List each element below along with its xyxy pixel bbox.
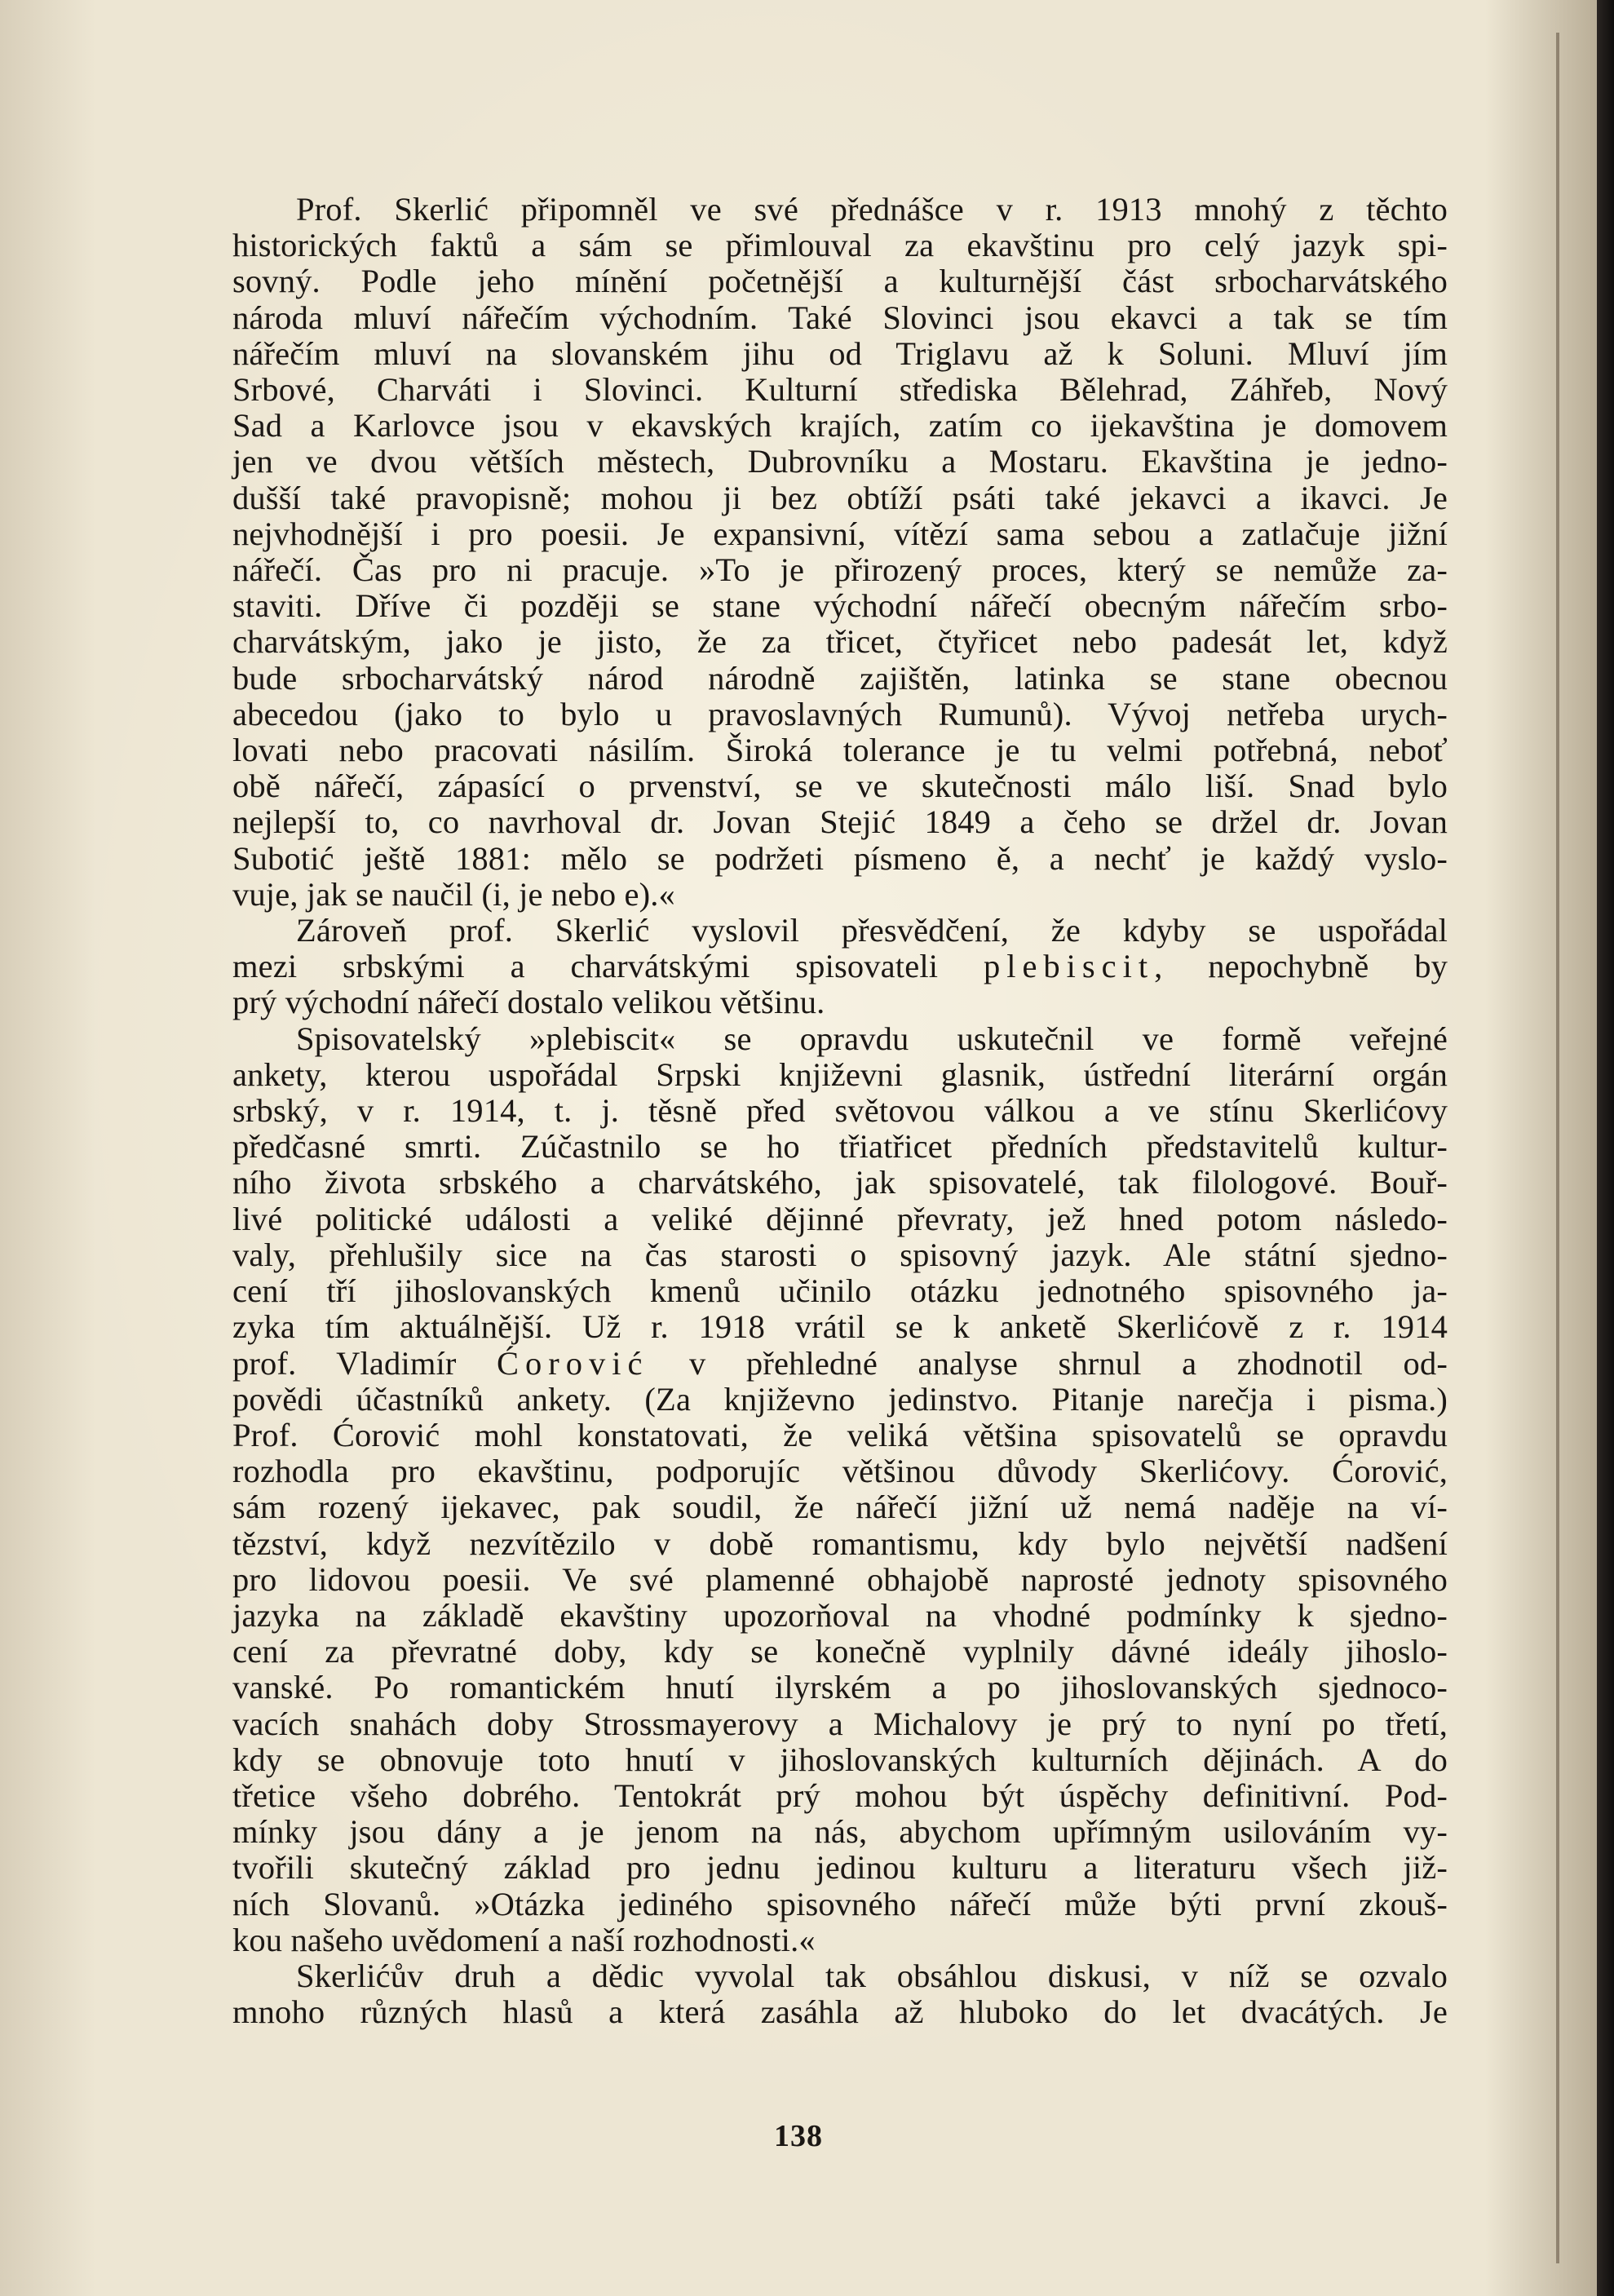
text-line: jen ve dvou větších městech, Dubrovníku a Mostaru. Ekavština je jedno- bbox=[232, 443, 1448, 480]
emphasized-term: Ćorović bbox=[497, 1344, 649, 1382]
text-line: livé politické události a veliké dějinné převraty, jež hned potom následo- bbox=[232, 1200, 1448, 1237]
text-line: abecedou (jako to bylo u pravoslavných Rumunů). Vývoj netřeba urych- bbox=[232, 695, 1448, 732]
text-line: srbský, v r. 1914, t. j. těsně před světovou válkou a ve stínu Skerlićovy bbox=[232, 1092, 1448, 1130]
text-segment: mezi srbskými a charvátskými spisovateli bbox=[232, 948, 984, 985]
text-line: Srbové, Charváti i Slovinci. Kulturní střediska Bělehrad, Záhřeb, Nový bbox=[232, 371, 1448, 409]
text-line: sovný. Podle jeho mínění početnější a kulturnější část srbocharvátského bbox=[232, 263, 1448, 300]
text-line: prý východní nářečí dostalo velikou většinu. bbox=[232, 984, 825, 1021]
text-segment: prof. Vladimír bbox=[232, 1344, 497, 1382]
text-line: dušší také pravopisně; mohou ji bez obtíží psáti také jekavci a ikavci. Je bbox=[232, 479, 1448, 516]
text-line: povědi účastníků ankety. (Za književno jedinstvo. Pitanje narečja i pisma.) bbox=[232, 1380, 1448, 1418]
text-line: nejvhodnější i pro poesii. Je expansivní, vítězí sama sebou a zatlačuje jižní bbox=[232, 515, 1448, 552]
text-line: sám rozený ijekavec, pak soudil, že nářečí jižní už nemá naděje na ví- bbox=[232, 1489, 1448, 1526]
text-line: tvořili skutečný základ pro jednu jedinou kulturu a literaturu všech již- bbox=[232, 1849, 1448, 1887]
text-line: rozhodla pro ekavštinu, podporujíc většinou důvody Skerlićovy. Ćorović, bbox=[232, 1453, 1448, 1490]
text-line: Subotić ještě 1881: mělo se podržeti písmeno ě, a nechť je každý vyslo- bbox=[232, 839, 1448, 877]
text-line: lovati nebo pracovati násilím. Široká tolerance je tu velmi potřebná, neboť bbox=[232, 732, 1448, 769]
text-line: Prof. Ćorović mohl konstatovati, že veliká většina spisovatelů se opravdu bbox=[232, 1416, 1448, 1453]
text-line: kdy se obnovuje toto hnutí v jihoslovanských kulturních dějinách. A do bbox=[232, 1741, 1448, 1778]
text-line: národa mluví nářečím východním. Také Slovinci jsou ekavci a tak se tím bbox=[232, 299, 1448, 336]
text-line bbox=[232, 949, 1448, 984]
text-line: cení tří jihoslovanských kmenů učinilo otázku jednotného spisovného ja- bbox=[232, 1272, 1448, 1310]
text-line: mnoho různých hlasů a která zasáhla až hluboko do let dvacátých. Je bbox=[232, 1993, 1448, 2031]
text-line: valy, přehlušily sice na čas starosti o spisovný jazyk. Ale státní sjedno- bbox=[232, 1236, 1448, 1273]
text-line: Zároveň prof. Skerlić vyslovil přesvědčení, že kdyby se uspořádal bbox=[296, 912, 1448, 949]
binding-shadow bbox=[1556, 33, 1559, 2263]
text-line: mínky jsou dány a je jenom na nás, abychom upřímným usilováním vy- bbox=[232, 1813, 1448, 1851]
text-line: nářečí. Čas pro ni pracuje. »To je přirozený proces, který se nemůže za- bbox=[232, 551, 1448, 589]
text-line: vacích snahách doby Strossmayerovy a Michalovy je prý to nyní po třetí, bbox=[232, 1705, 1448, 1742]
text-line: Prof. Skerlić připomněl ve své přednášce v r. 1913 mnohý z těchto bbox=[296, 191, 1448, 228]
text-line: tězství, když nezvítězilo v době romantismu, kdy bylo největší nadšení bbox=[232, 1524, 1448, 1562]
text-line: nejlepší to, co navrhoval dr. Jovan Stejić 1849 a čeho se držel dr. Jovan bbox=[232, 803, 1448, 841]
body-text bbox=[232, 192, 1448, 2030]
text-line: Skerlićův druh a dědic vyvolal tak obsáhlou diskusi, v níž se ozvalo bbox=[296, 1957, 1448, 1994]
text-line: ních Slovanů. »Otázka jediného spisovného nářečí může býti první zkouš- bbox=[232, 1885, 1448, 1922]
text-line: charvátským, jako je jisto, že za třicet, čtyřicet nebo padesát let, když bbox=[232, 623, 1448, 661]
text-line: ního života srbského a charvátského, jak spisovatelé, tak filologové. Bouř- bbox=[232, 1164, 1448, 1201]
text-line: jazyka na základě ekavštiny upozorňoval na vhodné podmínky k sjedno- bbox=[232, 1596, 1448, 1634]
text-line: třetice všeho dobrého. Tentokrát prý mohou být úspěchy definitivní. Pod- bbox=[232, 1776, 1448, 1814]
text-line: Sad a Karlovce jsou v ekavských krajích, zatím co ijekavština je domovem bbox=[232, 407, 1448, 445]
text-line: vanské. Po romantickém hnutí ilyrském a po jihoslovanských sjednoco- bbox=[232, 1669, 1448, 1706]
text-line bbox=[232, 1346, 1448, 1382]
text-line: předčasné smrti. Zúčastnilo se ho třiatřicet předních představitelů kultur- bbox=[232, 1128, 1448, 1166]
text-line: zyka tím aktuálnější. Už r. 1918 vrátil se k anketě Skerlićově z r. 1914 bbox=[232, 1308, 1448, 1346]
text-line: bude srbocharvátský národ národně zajištěn, latinka se stane obecnou bbox=[232, 659, 1448, 697]
page-number: 138 bbox=[774, 2119, 823, 2153]
text-line: vuje, jak se naučil (i, je nebo e).« bbox=[232, 875, 675, 913]
text-line: Spisovatelský »plebiscit« se opravdu uskutečnil ve formě veřejné bbox=[296, 1020, 1448, 1057]
text-segment: , nepochybně by bbox=[1154, 948, 1448, 985]
binding-edge bbox=[1597, 0, 1614, 2296]
text-line: kou našeho uvědomení a naší rozhodnosti.« bbox=[232, 1921, 816, 1958]
text-line: cení za převratné doby, kdy se konečně vyplnily dávné ideály jihoslo- bbox=[232, 1633, 1448, 1670]
emphasized-term: plebiscit bbox=[983, 948, 1155, 985]
text-line: ankety, kterou uspořádal Srpski književni glasnik, ústřední literární orgán bbox=[232, 1055, 1448, 1093]
text-line: nářečím mluví na slovanském jihu od Triglavu až k Soluni. Mluví jím bbox=[232, 334, 1448, 372]
text-line: historických faktů a sám se přimlouval za ekavštinu pro celý jazyk spi- bbox=[232, 227, 1448, 264]
text-line: pro lidovou poesii. Ve své plamenné obhajobě naprosté jednoty spisovného bbox=[232, 1560, 1448, 1598]
text-line: obě nářečí, zápasící o prvenství, se ve skutečnosti málo liší. Snad bylo bbox=[232, 768, 1448, 805]
text-segment: v přehledné analyse shrnul a zhodnotil od- bbox=[648, 1344, 1448, 1382]
text-line: staviti. Dříve či později se stane východní nářečí obecným nářečím srbo- bbox=[232, 587, 1448, 625]
